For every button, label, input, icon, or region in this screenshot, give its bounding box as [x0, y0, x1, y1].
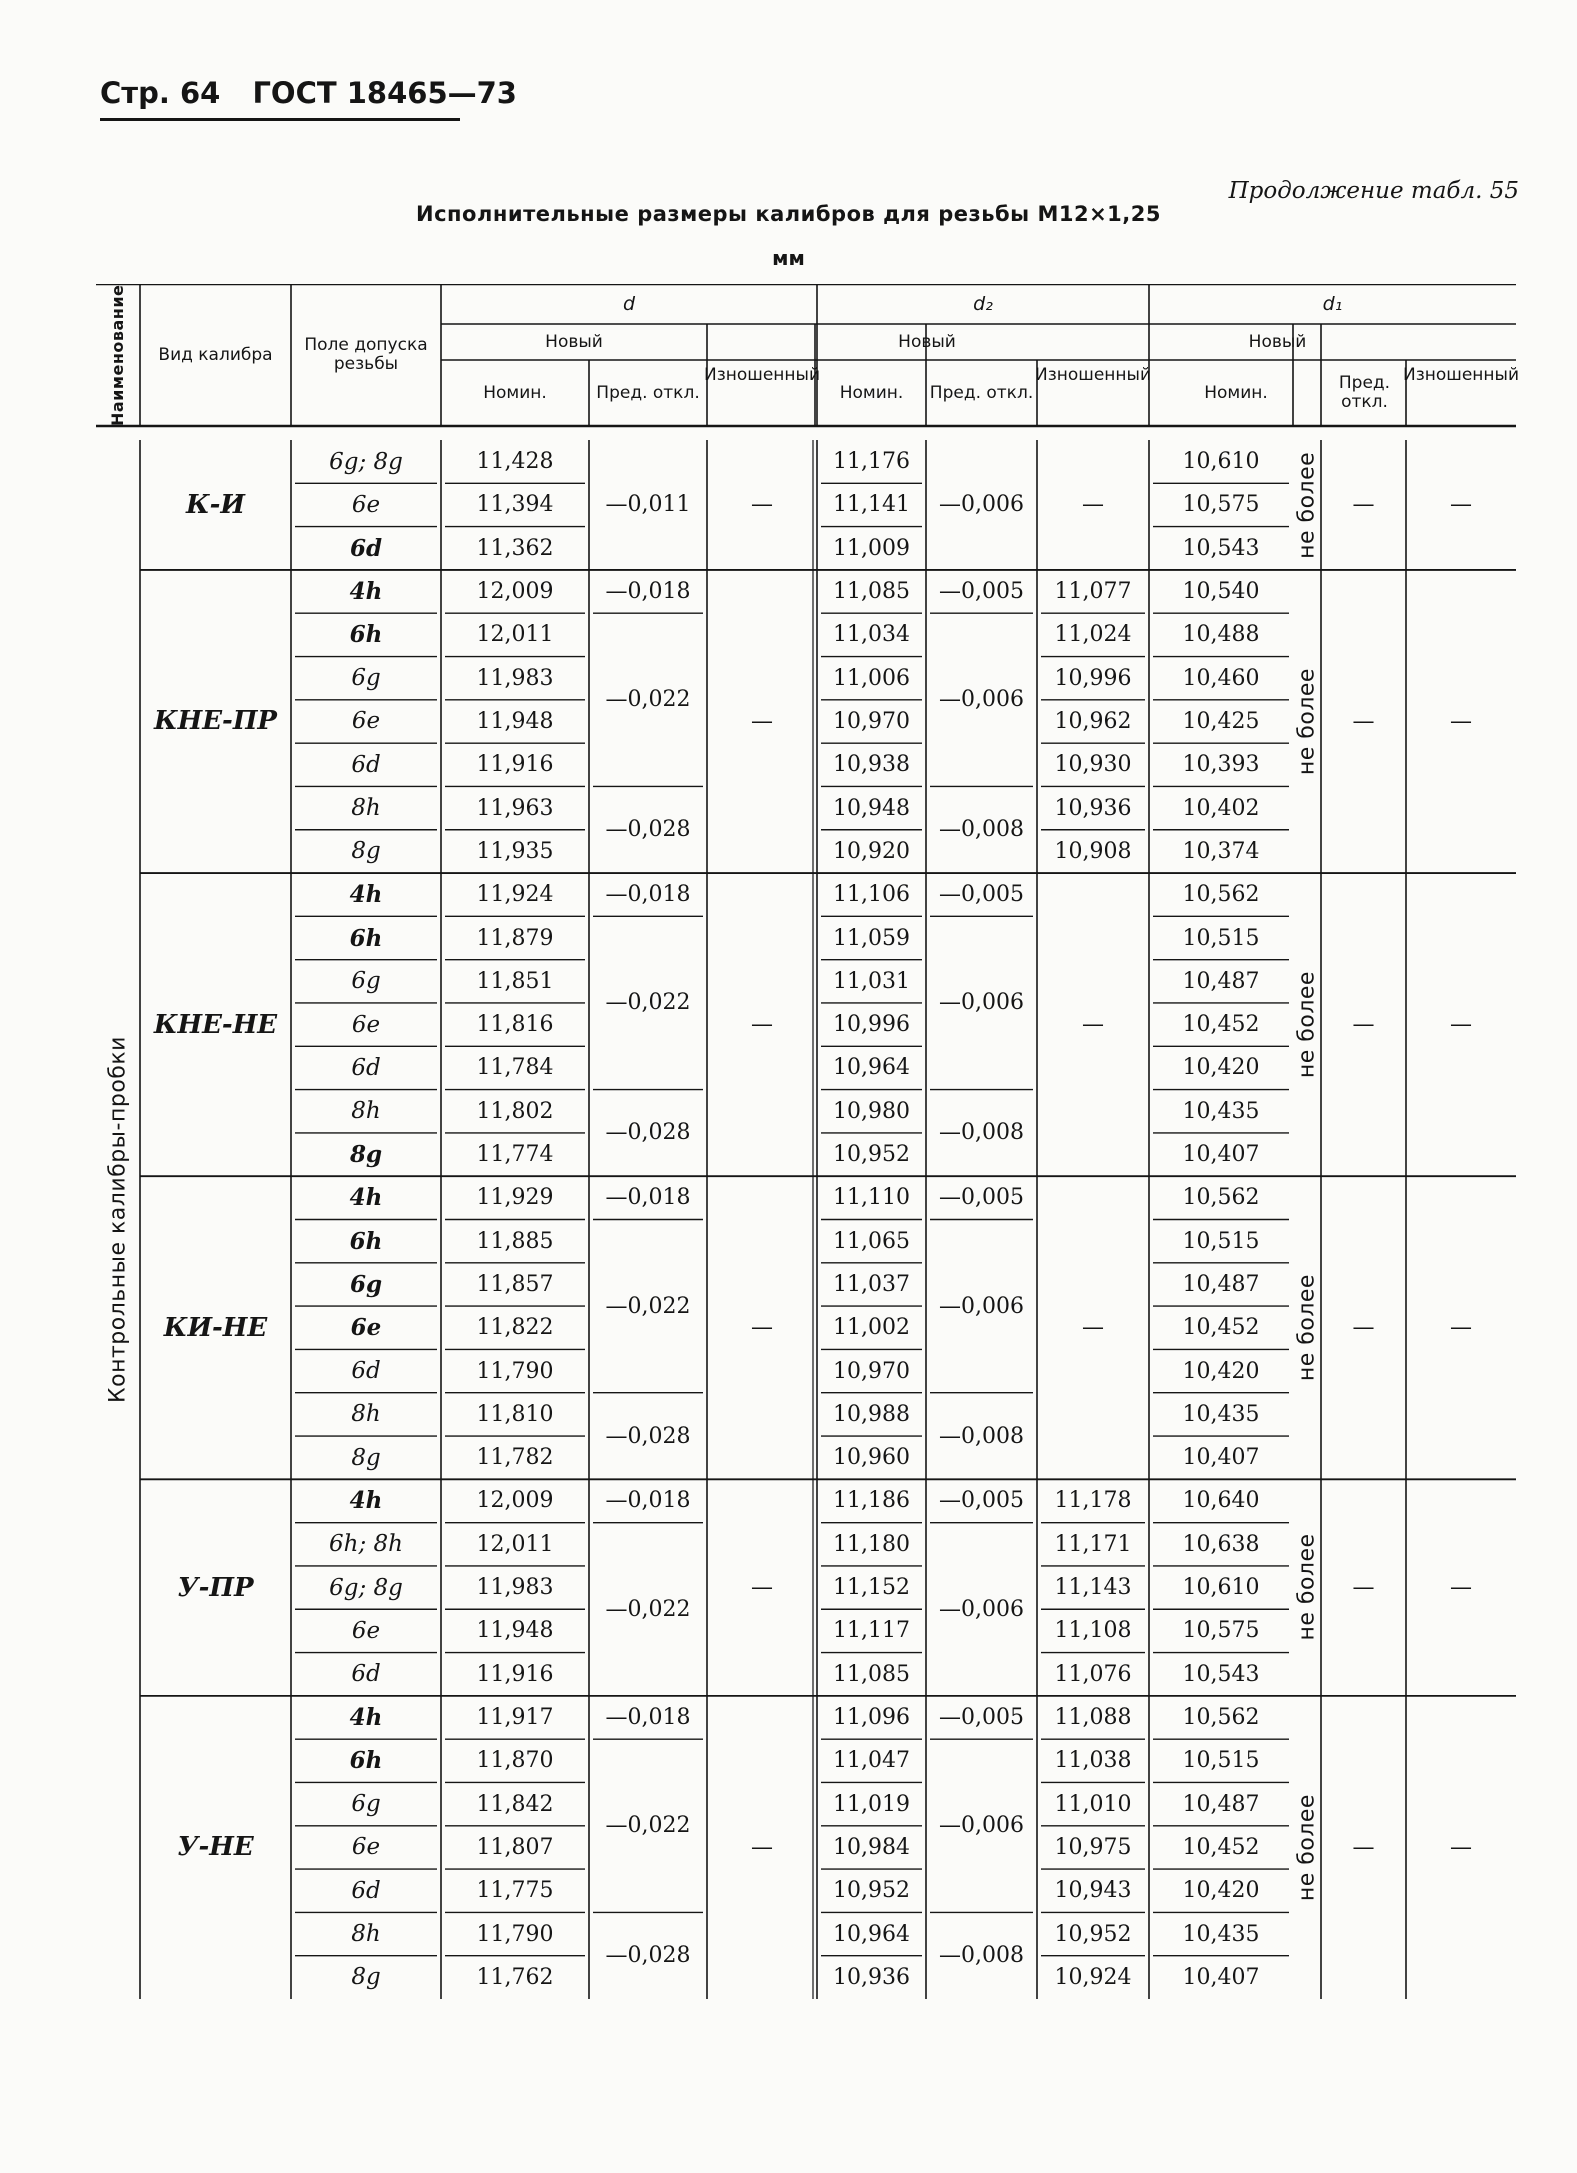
tolerance-field-cell: 6e: [351, 1834, 381, 1861]
tolerance-field-cell: 6d: [349, 534, 383, 562]
d1-nominal-cell: 10,575: [1182, 1618, 1260, 1644]
header-d2-worn: Изношенный: [1035, 364, 1151, 385]
tolerance-field-cell: 4h: [349, 1704, 383, 1731]
d2-nominal-cell: 10,938: [833, 752, 910, 778]
tolerance-field-cell: 8h: [351, 1401, 381, 1428]
tolerance-field-cell: 6g: [349, 1270, 383, 1298]
d2-nominal-cell: 11,059: [833, 925, 910, 951]
d2-nominal-cell: 11,180: [833, 1531, 910, 1557]
d2-nominal-cell: 10,952: [833, 1878, 910, 1904]
d1-nominal-cell: 10,540: [1182, 579, 1260, 605]
d1-not-more-label: не более: [1294, 971, 1320, 1079]
header-d1-worn: Изношенный: [1403, 364, 1519, 385]
d2-deviation-cell: —0,006: [939, 492, 1024, 518]
d2-deviation-cell: —0,008: [939, 1943, 1024, 1969]
tolerance-field-cell: 6e: [351, 1617, 381, 1644]
d-worn-cell: —: [751, 1012, 773, 1038]
d2-nominal-cell: 11,019: [833, 1791, 910, 1817]
d2-nominal-cell: 11,085: [833, 1661, 910, 1687]
tolerance-field-cell: 6h: [349, 1227, 383, 1255]
tolerance-field-cell: 6h: [349, 621, 383, 649]
d2-nominal-cell: 11,152: [833, 1575, 910, 1601]
d-nominal-cell: 11,782: [476, 1445, 554, 1471]
d-deviation-cell: —0,011: [605, 492, 691, 518]
d1-worn-cell: —: [1450, 1834, 1472, 1860]
d2-worn-cell: 11,076: [1054, 1661, 1132, 1687]
d1-nominal-cell: 10,610: [1182, 449, 1260, 475]
d1-nominal-cell: 10,407: [1182, 1142, 1260, 1168]
d2-nominal-cell: 11,096: [833, 1705, 910, 1730]
d2-nominal-cell: 10,980: [833, 1098, 910, 1124]
d-nominal-cell: 11,879: [476, 925, 554, 951]
d-nominal-cell: 11,822: [476, 1315, 554, 1341]
d-nominal-cell: 11,428: [476, 449, 554, 475]
tolerance-field-cell: 8g: [351, 1444, 381, 1471]
d1-nominal-cell: 10,638: [1182, 1531, 1260, 1557]
header-rule: [100, 118, 460, 121]
tolerance-field-cell: 6g; 8g: [329, 448, 403, 475]
tolerance-field-cell: 6h: [349, 1747, 383, 1775]
header-d1: d₁: [1322, 292, 1343, 315]
d-deviation-cell: —0,018: [605, 882, 691, 908]
header-gauge-type: Вид калибра: [158, 344, 273, 365]
d2-nominal-cell: 11,106: [833, 882, 910, 908]
d1-nominal-cell: 10,487: [1182, 1791, 1260, 1817]
d2-nominal-cell: 11,047: [833, 1748, 910, 1774]
tolerance-field-cell: 8h: [351, 795, 381, 822]
d2-nominal-cell: 10,996: [833, 1012, 910, 1038]
d1-worn-cell: —: [1450, 1315, 1472, 1341]
d1-nominal-cell: 10,452: [1182, 1012, 1260, 1038]
d2-deviation-cell: —0,005: [939, 1185, 1024, 1211]
d1-nominal-cell: 10,452: [1182, 1315, 1260, 1341]
d-nominal-cell: 11,857: [476, 1271, 554, 1297]
d2-worn-cell: 11,024: [1054, 622, 1132, 648]
d-nominal-cell: 11,917: [476, 1705, 554, 1730]
d2-worn-cell: 10,952: [1054, 1921, 1132, 1947]
d1-not-more-label: не более: [1294, 667, 1320, 776]
d1-deviation-cell: —: [1352, 492, 1375, 518]
d-nominal-cell: 11,983: [476, 665, 554, 691]
d-nominal-cell: 11,924: [476, 882, 554, 908]
d2-worn-cell: 10,936: [1054, 795, 1132, 821]
d-nominal-cell: 11,885: [476, 1228, 554, 1254]
tolerance-field-cell: 6h: [349, 924, 383, 952]
tolerance-field-cell: 6d: [351, 1054, 381, 1081]
d1-deviation-cell: —: [1352, 1575, 1375, 1601]
d2-deviation-cell: —0,005: [939, 882, 1024, 908]
d-nominal-cell: 11,963: [476, 795, 554, 821]
tolerance-field-cell: 6e: [351, 708, 381, 735]
d-nominal-cell: 11,810: [476, 1401, 554, 1427]
d2-deviation-cell: —0,008: [939, 1120, 1024, 1146]
d2-nominal-cell: 10,952: [833, 1142, 910, 1168]
units-label: мм: [772, 246, 805, 270]
tolerance-field-cell: 6e: [350, 1314, 382, 1342]
d1-nominal-cell: 10,374: [1182, 838, 1260, 864]
d-nominal-cell: 11,842: [476, 1791, 554, 1817]
d-nominal-cell: 11,983: [476, 1575, 554, 1601]
d-nominal-cell: 11,775: [476, 1878, 554, 1904]
d1-not-more-label: не более: [1294, 1274, 1320, 1382]
d-nominal-cell: 12,011: [476, 622, 554, 648]
d-nominal-cell: 12,009: [476, 1488, 554, 1514]
d1-deviation-cell: —: [1352, 708, 1375, 734]
d2-worn-cell: 11,038: [1054, 1748, 1132, 1774]
d1-nominal-cell: 10,393: [1182, 752, 1260, 778]
d1-nominal-cell: 10,487: [1182, 1271, 1260, 1297]
tolerance-field-cell: 6d: [351, 1358, 381, 1385]
d1-nominal-cell: 10,487: [1182, 968, 1260, 994]
d2-worn-cell: 11,143: [1054, 1575, 1132, 1601]
d2-nominal-cell: 11,002: [833, 1315, 910, 1341]
d2-nominal-cell: 11,006: [833, 665, 910, 691]
d-deviation-cell: —0,028: [605, 1120, 691, 1146]
d1-nominal-cell: 10,420: [1182, 1358, 1260, 1384]
d2-nominal-cell: 11,186: [833, 1488, 910, 1514]
d1-nominal-cell: 10,640: [1182, 1488, 1260, 1514]
tolerance-field-cell: 6d: [351, 1661, 381, 1688]
d-deviation-cell: —0,028: [605, 1423, 691, 1449]
d2-worn-cell: 10,962: [1054, 708, 1132, 734]
header-d-worn: Изношенный: [704, 364, 820, 385]
tolerance-field-cell: 6h; 8h: [329, 1531, 403, 1558]
tolerance-field-cell: 8g: [351, 838, 381, 865]
d-deviation-cell: —0,022: [605, 1596, 691, 1622]
d2-nominal-cell: 11,141: [833, 492, 910, 518]
d2-deviation-cell: —0,006: [939, 1293, 1024, 1319]
d-nominal-cell: 11,948: [476, 708, 554, 734]
d1-nominal-cell: 10,515: [1182, 1228, 1260, 1254]
d2-nominal-cell: 11,031: [833, 968, 910, 994]
d1-nominal-cell: 10,435: [1182, 1401, 1260, 1427]
d2-nominal-cell: 10,970: [833, 708, 910, 734]
d-deviation-cell: —0,028: [605, 1943, 691, 1969]
d2-deviation-cell: —0,006: [939, 990, 1024, 1016]
d-deviation-cell: —0,022: [605, 687, 691, 713]
header-d1-nominal: Номин.: [1204, 382, 1268, 403]
d1-nominal-cell: 10,435: [1182, 1098, 1260, 1124]
page-number: Стр. 64: [100, 76, 221, 110]
header-d: d: [622, 292, 636, 315]
d-worn-cell: —: [751, 708, 773, 734]
d-deviation-cell: —0,022: [605, 1813, 691, 1839]
d1-nominal-cell: 10,515: [1182, 925, 1260, 951]
gauge-type: К-И: [185, 489, 245, 520]
d2-worn-cell: 10,924: [1054, 1964, 1132, 1990]
d-nominal-cell: 11,916: [476, 1661, 554, 1687]
d-deviation-cell: —0,018: [605, 579, 691, 605]
d-worn-cell: —: [751, 492, 773, 518]
d2-deviation-cell: —0,006: [939, 1813, 1024, 1839]
d1-not-more-label: не более: [1294, 1534, 1320, 1642]
header-d-new: Новый: [545, 331, 603, 352]
tolerance-field-cell: 4h: [349, 881, 383, 909]
header-d1-deviation: Пред. откл.: [1338, 373, 1391, 412]
tolerance-field-cell: 6g: [351, 968, 381, 995]
dimensions-table: [96, 284, 1519, 2024]
d1-nominal-cell: 10,562: [1182, 882, 1260, 908]
d2-worn-cell: 11,077: [1054, 579, 1132, 605]
d-nominal-cell: 11,916: [476, 752, 554, 778]
d1-worn-cell: —: [1450, 1012, 1472, 1038]
d2-nominal-cell: 11,065: [833, 1228, 910, 1254]
d2-worn-cell: 11,108: [1054, 1618, 1132, 1644]
d1-worn-cell: —: [1450, 492, 1472, 518]
d-nominal-cell: 11,948: [476, 1618, 554, 1644]
d1-nominal-cell: 10,562: [1182, 1705, 1260, 1730]
d1-nominal-cell: 10,452: [1182, 1834, 1260, 1860]
d2-nominal-cell: 11,176: [833, 449, 910, 475]
d2-nominal-cell: 10,920: [833, 838, 910, 864]
tolerance-field-cell: 6g; 8g: [329, 1574, 403, 1601]
d2-deviation-cell: —0,005: [939, 579, 1024, 605]
tolerance-field-cell: 8g: [351, 1964, 381, 1991]
d1-worn-cell: —: [1450, 708, 1472, 734]
d-nominal-cell: 11,774: [476, 1142, 554, 1168]
tolerance-field-cell: 4h: [349, 1184, 383, 1212]
header-d2-nominal: Номин.: [839, 382, 904, 403]
d2-worn-cell: 10,930: [1054, 752, 1132, 778]
d2-worn-cell: 10,975: [1054, 1834, 1132, 1860]
d1-nominal-cell: 10,435: [1182, 1921, 1260, 1947]
d-deviation-cell: —0,022: [605, 990, 691, 1016]
d2-nominal-cell: 10,936: [833, 1964, 910, 1990]
tolerance-field-cell: 6g: [351, 665, 381, 692]
d-nominal-cell: 11,762: [476, 1964, 554, 1990]
d-nominal-cell: 11,362: [476, 535, 554, 561]
d2-nominal-cell: 10,964: [833, 1055, 910, 1081]
d2-worn-cell: 11,088: [1054, 1705, 1132, 1730]
d2-deviation-cell: —0,006: [939, 687, 1024, 713]
tolerance-field-cell: 6d: [351, 751, 381, 778]
tolerance-field-cell: 6d: [351, 1877, 381, 1904]
d2-nominal-cell: 11,009: [833, 535, 910, 561]
d-deviation-cell: —0,028: [605, 817, 691, 843]
d2-nominal-cell: 10,964: [833, 1921, 910, 1947]
d2-nominal-cell: 10,948: [833, 795, 910, 821]
header-tolerance-field: Поле допуска резьбы: [304, 335, 428, 374]
d1-nominal-cell: 10,515: [1182, 1748, 1260, 1774]
d1-nominal-cell: 10,575: [1182, 492, 1260, 518]
d-nominal-cell: 11,929: [476, 1185, 554, 1211]
d-worn-cell: —: [751, 1315, 773, 1341]
tolerance-field-cell: 4h: [349, 1487, 383, 1515]
gauge-type: КНЕ-ПР: [154, 706, 277, 737]
d-deviation-cell: —0,018: [605, 1705, 691, 1730]
tolerance-field-cell: 6e: [351, 491, 381, 518]
d-nominal-cell: 11,790: [476, 1358, 554, 1384]
d1-deviation-cell: —: [1352, 1012, 1375, 1038]
d2-nominal-cell: 10,960: [833, 1445, 910, 1471]
d2-deviation-cell: —0,008: [939, 1423, 1024, 1449]
d1-nominal-cell: 10,420: [1182, 1055, 1260, 1081]
gauge-type: У-ПР: [177, 1572, 254, 1603]
d2-nominal-cell: 11,034: [833, 622, 910, 648]
d1-deviation-cell: —: [1352, 1315, 1375, 1341]
d-nominal-cell: 11,870: [476, 1748, 554, 1774]
d2-nominal-cell: 10,984: [833, 1834, 910, 1860]
d1-nominal-cell: 10,543: [1182, 535, 1260, 561]
d-nominal-cell: 12,011: [476, 1531, 554, 1557]
d-worn-cell: —: [751, 1575, 773, 1601]
d1-nominal-cell: 10,407: [1182, 1964, 1260, 1990]
continuation-note: Продолжение табл. 55: [1228, 178, 1519, 204]
d-nominal-cell: 11,935: [476, 838, 554, 864]
d1-nominal-cell: 10,488: [1182, 622, 1260, 648]
header-d2: d₂: [973, 292, 993, 315]
d-deviation-cell: —0,018: [605, 1185, 691, 1211]
d2-worn-cell: —: [1082, 1012, 1104, 1038]
gauge-type: У-НЕ: [177, 1832, 254, 1863]
d-worn-cell: —: [751, 1834, 773, 1860]
d1-nominal-cell: 10,562: [1182, 1185, 1260, 1211]
d-nominal-cell: 11,802: [476, 1098, 554, 1124]
tolerance-field-cell: 8g: [349, 1141, 383, 1169]
d2-worn-cell: 11,010: [1054, 1791, 1132, 1817]
d-deviation-cell: —0,022: [605, 1293, 691, 1319]
tolerance-field-cell: 8h: [351, 1921, 381, 1948]
d2-nominal-cell: 11,085: [833, 579, 910, 605]
d2-nominal-cell: 10,988: [833, 1401, 910, 1427]
d1-nominal-cell: 10,460: [1182, 665, 1260, 691]
table-title: Исполнительные размеры калибров для резьбы М12×1,25: [416, 202, 1161, 226]
d1-nominal-cell: 10,425: [1182, 708, 1260, 734]
d1-not-more-label: не более: [1294, 451, 1320, 559]
standard-code: ГОСТ 18465—73: [252, 76, 517, 110]
d-nominal-cell: 11,790: [476, 1921, 554, 1947]
d2-nominal-cell: 11,110: [833, 1185, 910, 1211]
d2-worn-cell: 10,996: [1054, 665, 1132, 691]
header-d-nominal: Номин.: [483, 382, 547, 403]
d2-deviation-cell: —0,005: [939, 1705, 1024, 1730]
group-label: Контрольные калибры-пробки: [105, 1036, 131, 1403]
d-nominal-cell: 11,784: [476, 1055, 554, 1081]
d1-not-more-label: не более: [1294, 1793, 1320, 1901]
d1-worn-cell: —: [1450, 1575, 1472, 1601]
d-nominal-cell: 11,807: [476, 1834, 554, 1860]
d1-nominal-cell: 10,407: [1182, 1445, 1260, 1471]
d2-worn-cell: 11,178: [1054, 1488, 1132, 1514]
d2-deviation-cell: —0,005: [939, 1488, 1024, 1514]
header-d2-deviation: Пред. откл.: [929, 382, 1034, 403]
d2-nominal-cell: 11,037: [833, 1271, 910, 1297]
d2-nominal-cell: 11,117: [833, 1618, 910, 1644]
d-nominal-cell: 11,816: [476, 1012, 554, 1038]
page-header: [100, 76, 517, 110]
d1-deviation-cell: —: [1352, 1834, 1375, 1860]
d2-nominal-cell: 10,970: [833, 1358, 910, 1384]
tolerance-field-cell: 4h: [349, 578, 383, 606]
d2-deviation-cell: —0,006: [939, 1596, 1024, 1622]
tolerance-field-cell: 8h: [351, 1098, 381, 1125]
d-deviation-cell: —0,018: [605, 1488, 691, 1514]
header-d-deviation: Пред. откл.: [596, 382, 700, 403]
d1-nominal-cell: 10,402: [1182, 795, 1260, 821]
d2-worn-cell: —: [1082, 492, 1104, 518]
gauge-type: КИ-НЕ: [163, 1312, 268, 1343]
d-nominal-cell: 11,851: [476, 968, 554, 994]
d-nominal-cell: 11,394: [476, 492, 554, 518]
d1-nominal-cell: 10,420: [1182, 1878, 1260, 1904]
gauge-type: КНЕ-НЕ: [153, 1009, 278, 1040]
tolerance-field-cell: 6e: [351, 1011, 381, 1038]
d2-worn-cell: —: [1082, 1315, 1104, 1341]
header-name: Наименование: [108, 284, 128, 426]
header-d1-new: Новый: [1248, 331, 1307, 352]
d2-worn-cell: 10,943: [1054, 1878, 1132, 1904]
d-nominal-cell: 12,009: [476, 579, 554, 605]
d2-deviation-cell: —0,008: [939, 817, 1024, 843]
d2-worn-cell: 11,171: [1054, 1531, 1132, 1557]
tolerance-field-cell: 6g: [351, 1791, 381, 1818]
d2-worn-cell: 10,908: [1054, 838, 1132, 864]
header-d2-new: Новый: [898, 331, 956, 352]
d1-nominal-cell: 10,610: [1182, 1575, 1260, 1601]
d1-nominal-cell: 10,543: [1182, 1661, 1260, 1687]
